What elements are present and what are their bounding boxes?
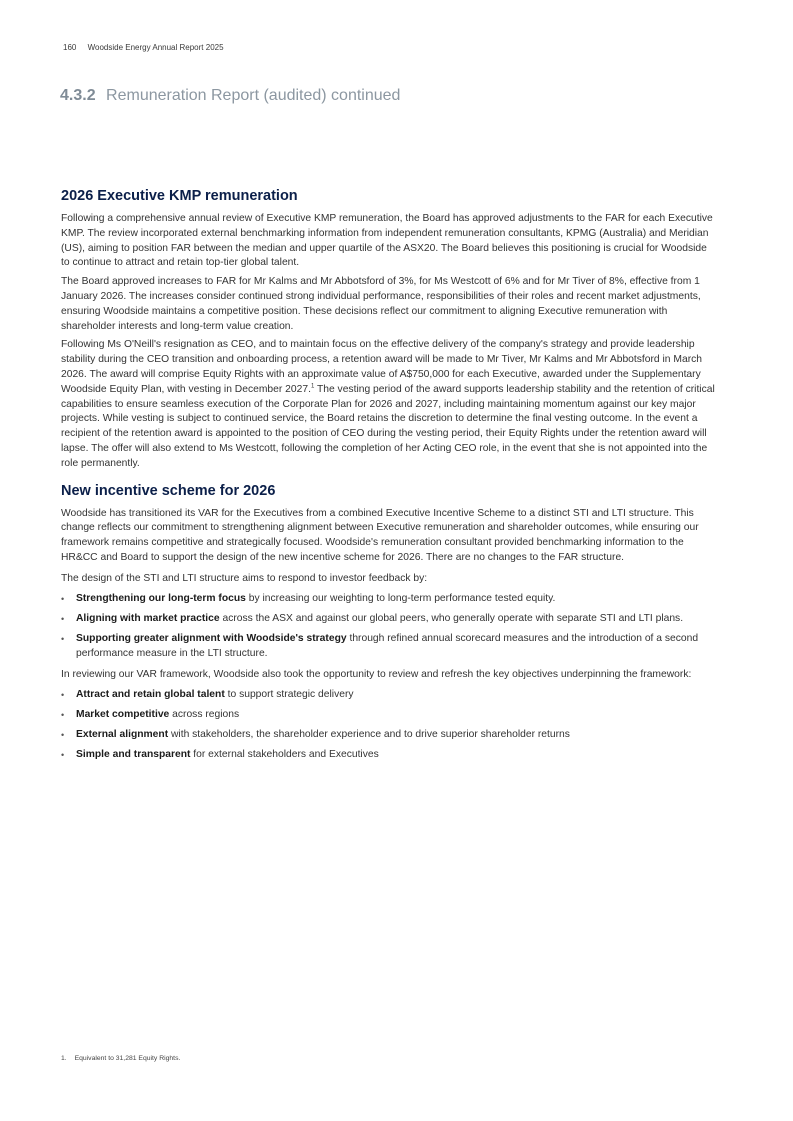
list-item-text: through refined annual scorecard measures and the introduction of a second performance measure in the LTI structure. xyxy=(76,633,699,659)
incentive-paragraph-1: Woodside has transitioned its VAR for the Executives from a combined Executive Incentive Scheme to a distinct STI and LTI structure. This change reflects our commitment to strengthening alignment between Executive remuneration and shareholder outcomes, while ensuring our framework remains competitive and strategically focused. Woodside's remuneration consultant provided benchmarking information to the HR&CC and Board to support the design of the new incentive scheme for 2026. There are no changes to the FAR structure. xyxy=(61,507,699,563)
footnote-reference: 1 xyxy=(310,383,315,390)
list-item xyxy=(61,632,716,662)
list-item-text: by increasing our weighting to long-term performance tested equity. xyxy=(245,592,556,604)
incentive-paragraph-2: The design of the STI and LTI structure aims to respond to investor feedback by: xyxy=(61,572,428,584)
list-item-bold: Market competitive xyxy=(76,708,170,720)
objectives-list xyxy=(61,688,716,764)
footnote-number: 1. xyxy=(61,1055,67,1062)
list-item-text: across the ASX and against our global peers, who generally operate with separate STI and LTI plans. xyxy=(219,612,684,624)
list-item-text: for external stakeholders and Executives xyxy=(190,749,379,761)
kmp-heading: 2026 Executive KMP remuneration xyxy=(61,188,298,204)
list-item-bold: External alignment xyxy=(76,729,169,741)
kmp-paragraph-1: Following a comprehensive annual review of Executive KMP remuneration, the Board has approved adjustments to the FAR for each Executive KMP. The review incorporated external benchmarking information from independent remuneration consultants, KPMG (Australia) and Meridian (US), aiming to position FAR between the median and upper quartile of the ASX20. The Board believes this positioning is crucial for Woodside to continue to attract and retain top-tier global talent. xyxy=(61,213,713,269)
list-item xyxy=(61,708,716,723)
investor-feedback-list xyxy=(61,592,716,662)
section-number: 4.3.2 xyxy=(60,87,96,104)
section-title xyxy=(60,87,400,105)
page-header xyxy=(63,43,224,52)
incentive-paragraph-3: In reviewing our VAR framework, Woodside also took the opportunity to review and refresh the key objectives underpinning the framework: xyxy=(61,668,692,680)
incentive-heading: New incentive scheme for 2026 xyxy=(61,482,276,499)
list-item-bold: Simple and transparent xyxy=(76,749,191,761)
list-item xyxy=(61,612,716,627)
list-item-text: across regions xyxy=(169,708,240,720)
list-item-bold: Strengthening our long-term focus xyxy=(76,592,246,604)
kmp-paragraph-3 xyxy=(61,338,716,471)
kmp-paragraph-3-part-b: The vesting period of the award supports leadership stability and the retention of critical capabilities to ensure seamless execution of the Corporate Plan for 2026 and 2027, including maintaining momentum against our key major projects. While vesting is subject to continued service, the Board retains the discretion to determine the final vesting outcome. In the event a recipient of the retention award is appointed to the position of CEO during the vesting period, their Equity Rights under the retention award will lapse. The offer will also extend to Ms Westcott, following the completion of her Acting CEO role, in the event that she is not appointed into the role permanently. xyxy=(61,383,715,469)
list-item-bold: Aligning with market practice xyxy=(76,612,220,624)
kmp-paragraph-3-part-a: Following Ms O'Neill's resignation as CEO, and to maintain focus on the effective delivery of the company's strategy and provide leadership stability during the CEO transition and onboarding process, a retention award will be made to Mr Tiver, Mr Kalms and Mr Abbotsford in March 2026. The award will comprise Equity Rights with an approximate value of A$750,000 for each Executive, awarded under the Supplementary Woodside Equity Plan, with vesting in December 2027. xyxy=(61,339,702,395)
list-item-text: to support strategic delivery xyxy=(224,688,354,700)
list-item xyxy=(61,592,716,607)
list-item-bold: Attract and retain global talent xyxy=(76,688,225,700)
page-number: 160 xyxy=(63,43,77,52)
footnote xyxy=(61,1055,180,1062)
section-title-text: Remuneration Report (audited) continued xyxy=(106,87,401,104)
publication-title: Woodside Energy Annual Report 2025 xyxy=(87,43,224,52)
list-item-bold: Supporting greater alignment with Woodside's strategy xyxy=(76,633,347,645)
list-item-text: with stakeholders, the shareholder experience and to drive superior shareholder returns xyxy=(168,729,570,741)
footnote-text: Equivalent to 31,281 Equity Rights. xyxy=(74,1055,181,1062)
main-content xyxy=(61,186,716,769)
list-item xyxy=(61,728,716,743)
list-item xyxy=(61,688,716,703)
kmp-paragraph-2: The Board approved increases to FAR for Mr Kalms and Mr Abbotsford of 3%, for Ms Westcott of 6% and for Mr Tiver of 8%, effective from 1 January 2026. The increases consider continued strong individual performance, responsibilities of their roles and recent market adjustments, ensuring Woodside maintains a competitive position. These decisions reflect our commitment to aligning Executive remuneration with shareholder interests and long-term value creation. xyxy=(61,276,701,332)
list-item xyxy=(61,748,716,763)
